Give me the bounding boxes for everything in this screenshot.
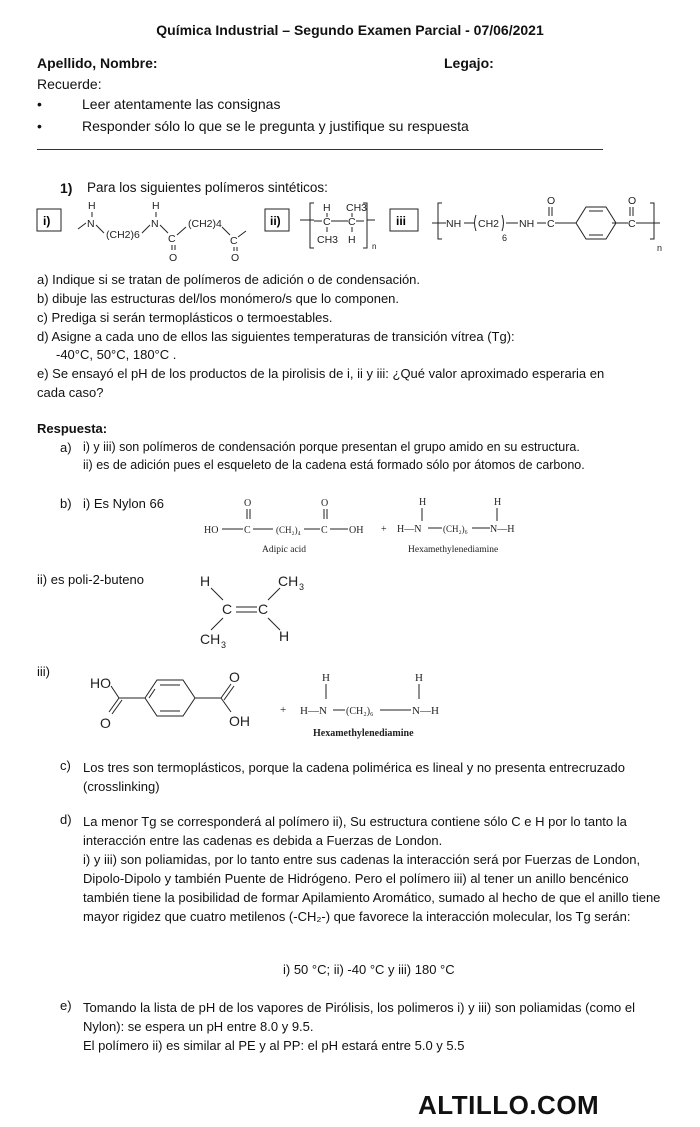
altillo-logo: ALTILLO.COM xyxy=(418,1090,600,1120)
svg-text:CH3: CH3 xyxy=(317,234,339,246)
svg-text:O: O xyxy=(321,498,329,509)
answer-d-result: i) 50 °C; ii) -40 °C y iii) 180 °C xyxy=(283,962,455,977)
svg-text:C: C xyxy=(321,525,328,536)
answer-e-label: e) xyxy=(60,998,72,1013)
svg-text:O: O xyxy=(547,195,556,207)
svg-text:C: C xyxy=(222,601,233,617)
answer-b-label: b) xyxy=(60,496,72,511)
svg-text:(CH₂)₆: (CH₂)₆ xyxy=(443,524,468,534)
svg-text:CH: CH xyxy=(278,573,299,589)
svg-text:H: H xyxy=(88,200,96,212)
exam-title: Química Industrial – Segundo Examen Parcial - 07/06/2021 xyxy=(156,22,544,38)
answer-a-line2: ii) es de adición pues el esqueleto de la cadena está formado sólo por átomos de carbono. xyxy=(83,458,585,472)
bullet-2: • Responder sólo lo que se le pregunta y justifique su respuesta xyxy=(37,118,469,134)
answer-d-text2: i) y iii) son poliamidas, por lo tanto entre sus cadenas la interacción será por Fuerzas de London, Dipolo-Dipolo y también Puente de Hidrógeno. Pero el polímero iii) al tener un anillo bencénico también tiene la posibilidad de formar Apilamiento Aromático, sumado al hecho de que el anillo tiene mayor rigidez que cuatro metilenos (-CH₂-) que favorece la interacción molecular, los Tg serán: xyxy=(83,852,661,924)
svg-text:Hexamethylenediamine: Hexamethylenediamine xyxy=(408,545,499,555)
answer-a-line1: i) y iii) son polímeros de condensación porque presentan el grupo amido en su estructura. xyxy=(83,440,580,454)
svg-text:O: O xyxy=(231,252,240,264)
svg-text:HO: HO xyxy=(204,525,219,536)
svg-text:O: O xyxy=(229,669,240,685)
svg-text:+: + xyxy=(280,704,287,716)
bullet-2-text: Responder sólo lo que se le pregunta y justifique su respuesta xyxy=(82,118,469,134)
svg-text:H—N: H—N xyxy=(397,524,422,535)
label-iii: iii xyxy=(396,214,407,228)
svg-text:H: H xyxy=(494,497,502,508)
svg-text:O: O xyxy=(100,715,111,731)
svg-text:N: N xyxy=(151,218,159,230)
svg-text:NH: NH xyxy=(446,218,462,230)
svg-text:O: O xyxy=(244,498,252,509)
svg-text:3: 3 xyxy=(299,582,305,592)
item-b: b) dibuje las estructuras del/los monómero/s que lo componen. xyxy=(37,291,400,306)
svg-text:H: H xyxy=(200,573,211,589)
answer-heading: Respuesta: xyxy=(37,421,108,436)
svg-text:H: H xyxy=(152,200,160,212)
svg-text:O: O xyxy=(169,252,178,264)
svg-text:OH: OH xyxy=(229,713,250,729)
svg-text:(CH2)4: (CH2)4 xyxy=(188,218,222,230)
svg-text:H: H xyxy=(279,628,290,644)
hexamethylenediamine-structure xyxy=(275,668,465,743)
svg-text:Adipic acid: Adipic acid xyxy=(262,545,307,555)
svg-text:H: H xyxy=(323,202,331,214)
bullet-1-text: Leer atentamente las consignas xyxy=(82,96,281,112)
svg-text:H: H xyxy=(322,672,330,684)
svg-text:OH: OH xyxy=(349,525,364,536)
answer-e-text2: El polímero ii) es similar al PE y al PP: el pH estará entre 5.0 y 5.5 xyxy=(83,1038,465,1053)
item-c: c) Prediga si serán termoplásticos o termoestables. xyxy=(37,310,333,325)
label-i: i) xyxy=(43,214,51,228)
answer-d-text1: La menor Tg se corresponderá al polímero ii), Su estructura contiene sólo C e H por lo tanto la interacción entre las cadenas es debida a Fuerzas de London. xyxy=(83,814,627,848)
svg-text:NH: NH xyxy=(519,218,535,230)
answer-b-iii: iii) xyxy=(37,664,50,679)
item-e-cont: cada caso? xyxy=(37,385,104,400)
svg-text:C: C xyxy=(244,525,251,536)
svg-text:C: C xyxy=(258,601,269,617)
polymer-structures xyxy=(30,195,670,265)
svg-text:+: + xyxy=(381,524,387,535)
label-ii: ii) xyxy=(270,214,281,228)
svg-text:(CH2)6: (CH2)6 xyxy=(106,229,140,241)
name-label: Apellido, Nombre: xyxy=(37,55,158,71)
svg-text:C: C xyxy=(323,216,331,228)
svg-text:H: H xyxy=(348,234,356,246)
legajo-label: Legajo: xyxy=(444,55,494,71)
svg-text:C: C xyxy=(230,235,238,247)
svg-text:N—H: N—H xyxy=(412,705,439,717)
svg-text:CH2: CH2 xyxy=(478,218,500,230)
svg-text:O: O xyxy=(628,195,637,207)
svg-text:N—H: N—H xyxy=(490,524,515,535)
svg-text:Hexamethylenediamine: Hexamethylenediamine xyxy=(313,728,414,739)
adipic-acid-structure xyxy=(200,495,540,557)
answer-b-ii: ii) es poli-2-buteno xyxy=(37,572,144,587)
question-intro: Para los siguientes polímeros sintéticos: xyxy=(87,180,328,195)
svg-text:6: 6 xyxy=(502,233,508,243)
svg-text:CH3: CH3 xyxy=(346,202,368,214)
answer-a-label: a) xyxy=(60,440,72,455)
butene-structure xyxy=(195,570,315,650)
bullet-1: • Leer atentamente las consignas xyxy=(37,96,281,112)
remember-label: Recuerde: xyxy=(37,76,102,92)
svg-text:HO: HO xyxy=(90,675,111,691)
answer-d-label: d) xyxy=(60,812,72,827)
answer-c-text: Los tres son termoplásticos, porque la cadena polimérica es lineal y no presenta entrecruzado (crosslinking) xyxy=(83,760,625,794)
answer-c-label: c) xyxy=(60,758,71,773)
item-d: d) Asigne a cada uno de ellos las siguientes temperaturas de transición vítrea (Tg): xyxy=(37,329,515,344)
question-number: 1) xyxy=(60,180,73,196)
item-d-temps: -40°C, 50°C, 180°C . xyxy=(56,347,177,362)
svg-text:CH: CH xyxy=(200,631,221,647)
svg-text:n: n xyxy=(372,242,377,251)
terephthalic-acid-structure xyxy=(85,668,265,733)
answer-b-i: i) Es Nylon 66 xyxy=(83,496,164,511)
answer-e-text1: Tomando la lista de pH de los vapores de Pirólisis, los polimeros i) y iii) son poliamidas (como el Nylon): se espera un pH entre 8.0 y 9.5. xyxy=(83,1000,636,1034)
svg-text:C: C xyxy=(168,233,176,245)
svg-text:H: H xyxy=(419,497,427,508)
svg-text:C: C xyxy=(348,216,356,228)
item-a: a) Indique si se tratan de polímeros de adición o de condensación. xyxy=(37,272,421,287)
svg-text:H: H xyxy=(415,672,423,684)
item-e: e) Se ensayó el pH de los productos de la pirolisis de i, ii y iii: ¿Qué valor aproximado esperaria en xyxy=(37,366,605,381)
svg-text:C: C xyxy=(547,218,555,230)
svg-text:C: C xyxy=(628,218,636,230)
svg-text:n: n xyxy=(657,243,663,253)
svg-text:3: 3 xyxy=(221,640,227,650)
svg-text:(CH₂)₆: (CH₂)₆ xyxy=(346,706,374,717)
svg-text:(CH₂)₄: (CH₂)₄ xyxy=(276,525,301,535)
svg-text:N: N xyxy=(87,218,95,230)
svg-text:H—N: H—N xyxy=(300,705,327,717)
header-divider xyxy=(37,149,603,150)
